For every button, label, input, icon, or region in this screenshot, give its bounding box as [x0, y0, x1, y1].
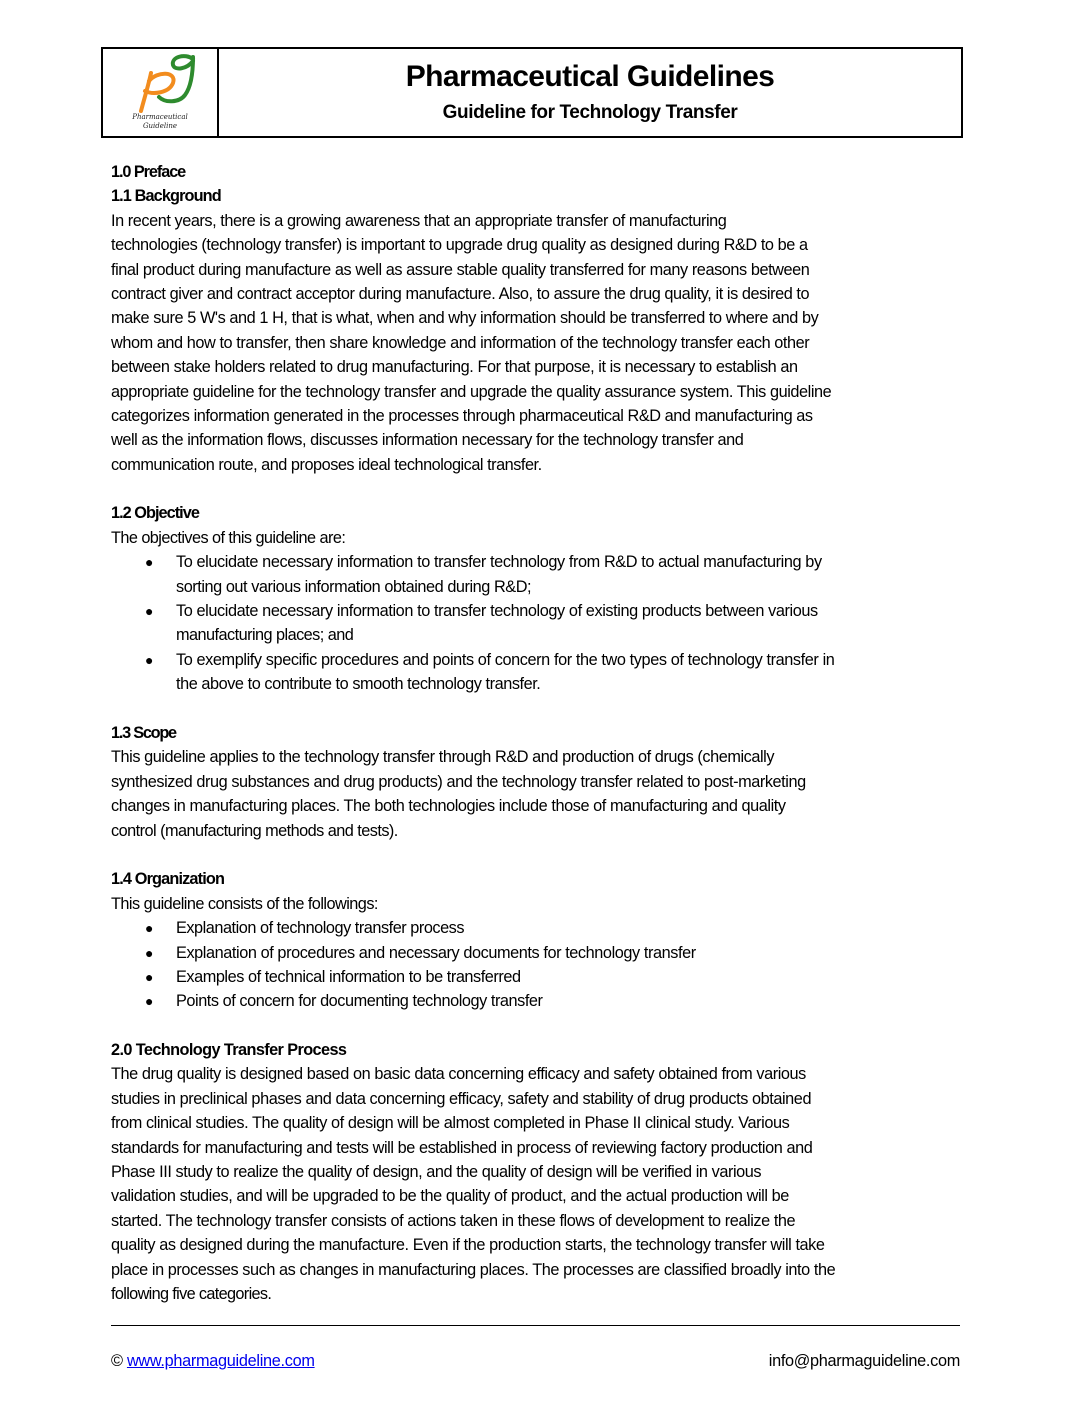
footer-divider	[111, 1325, 960, 1326]
copyright-symbol: ©	[111, 1352, 123, 1370]
paragraph-line: The drug quality is designed based on basic data concerning efficacy and safety obtained from various	[111, 1065, 806, 1084]
logo-text-line-1: Pharmaceutical	[132, 113, 188, 121]
document-header	[101, 47, 963, 138]
paragraph-line: make sure 5 W's and 1 H, that is what, when and why information should be transferred to where and by	[111, 309, 819, 328]
organization-bullet	[111, 965, 971, 989]
bullet-icon: ●	[145, 968, 154, 985]
paragraph-line: appropriate guideline for the technology transfer and upgrade the quality assurance system. This guideline	[111, 382, 832, 401]
bullet-text: Explanation of procedures and necessary documents for technology transfer	[176, 943, 696, 962]
paragraph-line: control (manufacturing methods and tests).	[111, 821, 398, 840]
bullet-text: Examples of technical information to be transferred	[176, 967, 521, 986]
paragraph-line: from clinical studies. The quality of design will be almost completed in Phase II clinical study. Various	[111, 1114, 790, 1133]
paragraph-line: started. The technology transfer consists of actions taken in these flows of development to realize the	[111, 1211, 796, 1230]
website-link[interactable]: www.pharmaguideline.com	[126, 1352, 315, 1370]
bullet-icon: ●	[145, 920, 154, 937]
paragraph-line: contract giver and contract acceptor during manufacture. Also, to assure the drug quality, it is desired to	[111, 284, 810, 303]
section-heading-process: 2.0 Technology Transfer Process	[111, 1041, 347, 1060]
paragraph-line: synthesized drug substances and drug products) and the technology transfer related to post-marketing	[111, 772, 806, 791]
paragraph-line: following five categories.	[111, 1284, 272, 1303]
paragraph-line: final product during manufacture as well as assure stable quality transferred for many reasons between	[111, 260, 810, 279]
paragraph-line: communication route, and proposes ideal technological transfer.	[111, 455, 542, 474]
bullet-text: Explanation of technology transfer process	[176, 919, 465, 938]
paragraph-line: studies in preclinical phases and data concerning efficacy, safety and stability of drug products obtained	[111, 1089, 812, 1108]
bullet-text: Points of concern for documenting technology transfer	[176, 992, 543, 1011]
paragraph-line: between stake holders related to drug manufacturing. For that purpose, it is necessary to establish an	[111, 358, 798, 377]
document-title: Pharmaceutical Guidelines	[405, 60, 775, 93]
section-heading-preface: 1.0 Preface	[111, 163, 186, 181]
logo-text-line-2: Guideline	[142, 122, 178, 130]
organization-bullet	[111, 916, 971, 940]
section-heading-background: 1.1 Background	[111, 187, 221, 206]
objective-bullet	[111, 648, 971, 697]
organization-bullet	[111, 989, 971, 1013]
footer-email: info@pharmaguideline.com	[768, 1352, 960, 1370]
bullet-text: To elucidate necessary information to transfer technology of existing products between various	[176, 602, 818, 621]
paragraph-line: This guideline applies to the technology transfer through R&D and production of drugs (chemically	[111, 748, 775, 767]
document-body	[111, 160, 971, 1306]
paragraph-line: Phase III study to realize the quality of design, and the quality of design will be verified in various	[111, 1163, 762, 1182]
bullet-text: the above to contribute to smooth technology transfer.	[176, 675, 541, 694]
logo	[103, 49, 219, 136]
organization-intro: This guideline consists of the followings:	[111, 894, 378, 913]
section-heading-organization: 1.4 Organization	[111, 870, 225, 889]
objective-intro: The objectives of this guideline are:	[111, 528, 346, 547]
paragraph-line: quality as designed during the manufacture. Even if the production starts, the technology transfer will take	[111, 1236, 825, 1255]
objective-bullet	[111, 599, 971, 648]
bullet-icon: ●	[145, 554, 154, 571]
paragraph-line: well as the information flows, discusses information necessary for the technology transfer and	[111, 431, 744, 450]
bullet-text: To elucidate necessary information to transfer technology from R&D to actual manufacturing by	[176, 553, 822, 572]
bullet-icon: ●	[145, 603, 154, 620]
bullet-text: manufacturing places; and	[176, 626, 354, 645]
paragraph-line: categorizes information generated in the processes through pharmaceutical R&D and manufacturing as	[111, 406, 813, 425]
background-paragraph	[111, 209, 971, 477]
document-subtitle: Guideline for Technology Transfer	[442, 102, 738, 123]
paragraph-line: whom and how to transfer, then share knowledge and information of the technology transfer each other	[111, 333, 810, 352]
pg-logo-icon	[111, 51, 209, 113]
paragraph-line: In recent years, there is a growing awareness that an appropriate transfer of manufacturing	[111, 211, 727, 230]
section-heading-objective: 1.2 Objective	[111, 504, 199, 523]
paragraph-line: standards for manufacturing and tests will be established in process of reviewing factory production and	[111, 1138, 813, 1157]
bullet-text: sorting out various information obtained during R&D;	[176, 577, 532, 596]
section-heading-scope: 1.3 Scope	[111, 723, 176, 742]
organization-bullet	[111, 941, 971, 965]
bullet-text: To exemplify specific procedures and points of concern for the two types of technology transfer in	[176, 650, 835, 669]
bullet-icon: ●	[145, 944, 154, 961]
bullet-icon: ●	[145, 651, 154, 668]
paragraph-line: validation studies, and will be upgraded to be the quality of product, and the actual production will be	[111, 1187, 789, 1206]
paragraph-line: place in processes such as changes in manufacturing places. The processes are classified broadly into the	[111, 1260, 836, 1279]
title-cell	[219, 49, 961, 136]
paragraph-line: changes in manufacturing places. The both technologies include those of manufacturing and quality	[111, 797, 786, 816]
footer-website	[111, 1352, 315, 1371]
bullet-icon: ●	[145, 993, 154, 1010]
paragraph-line: technologies (technology transfer) is important to upgrade drug quality as designed during R&D to be a	[111, 236, 808, 255]
objective-bullet	[111, 550, 971, 599]
